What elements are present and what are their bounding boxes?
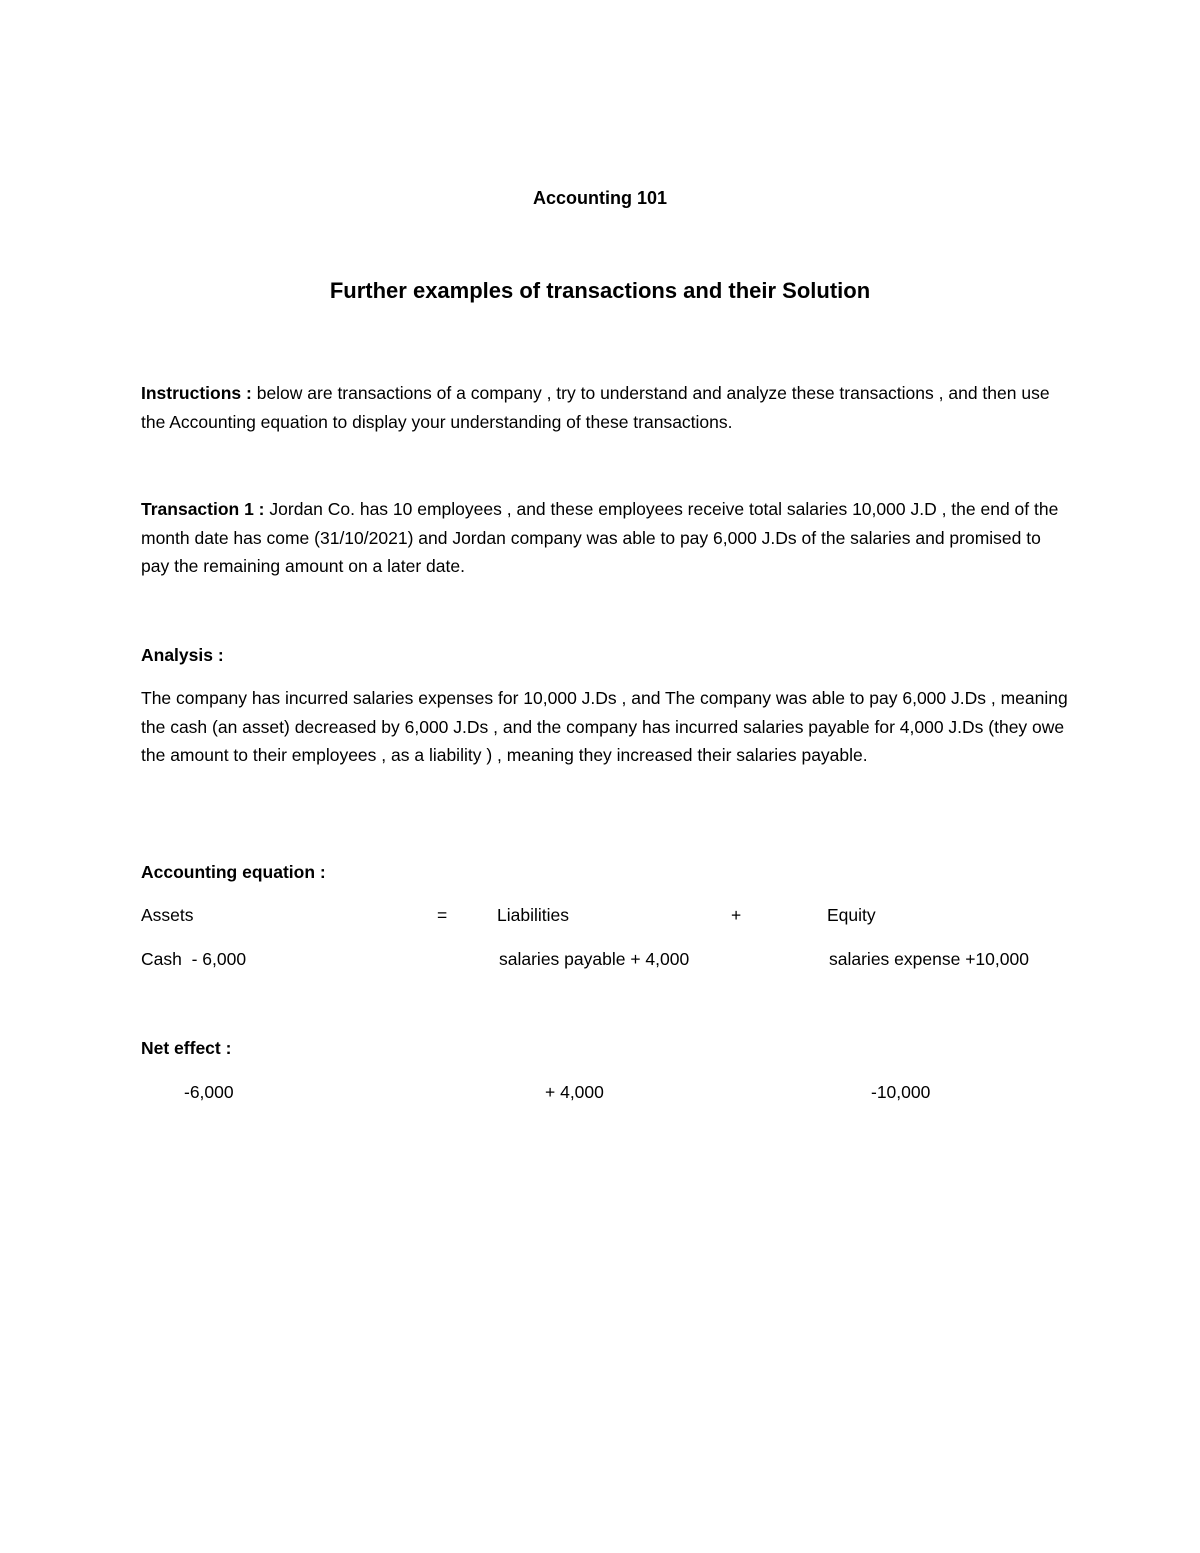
equation-header-liabilities: Liabilities xyxy=(497,905,569,925)
net-effect-equity: -10,000 xyxy=(871,1082,931,1102)
equation-header-equity: Equity xyxy=(827,905,876,925)
page-title: Further examples of transactions and their Solution xyxy=(329,278,871,303)
equation-row-equity: salaries expense +10,000 xyxy=(829,949,1029,969)
instructions-label: Instructions : xyxy=(141,383,252,403)
transaction-paragraph xyxy=(141,495,1071,581)
instructions-text: below are transactions of a company , try to understand and analyze these transactions , and then use the Accounting equation to display your understanding of these transactions. xyxy=(141,383,1050,432)
equation-label: Accounting equation : xyxy=(141,862,326,882)
course-title: Accounting 101 xyxy=(532,188,668,208)
equation-header-equals: = xyxy=(437,905,448,925)
equation-row-assets: Cash - 6,000 xyxy=(141,949,247,969)
transaction-text: Jordan Co. has 10 employees , and these employees receive total salaries 10,000 J.D , the end of the month date has come (31/10/2021) and Jordan company was able to pay 6,000 J.Ds of the salaries and promised to pay the remaining amount on a later date. xyxy=(141,499,1059,576)
equation-row-liabilities: salaries payable + 4,000 xyxy=(499,949,690,969)
net-effect-assets: -6,000 xyxy=(184,1082,234,1102)
analysis-text: The company has incurred salaries expenses for 10,000 J.Ds , and The company was able to pay 6,000 J.Ds , meaning the cash (an asset) decreased by 6,000 J.Ds , and the company has incurred salaries payable for 4,000 J.Ds (they owe the amount to their employees , as a liability ) , meaning they increased their salaries payable. xyxy=(141,688,1068,765)
analysis-label: Analysis : xyxy=(141,645,224,665)
transaction-label: Transaction 1 : xyxy=(141,499,265,519)
net-effect-label: Net effect : xyxy=(141,1038,232,1058)
net-effect-liabilities: + 4,000 xyxy=(545,1082,604,1102)
equation-header-assets: Assets xyxy=(141,905,194,925)
instructions-paragraph xyxy=(141,379,1071,436)
equation-header-plus: + xyxy=(731,905,742,925)
